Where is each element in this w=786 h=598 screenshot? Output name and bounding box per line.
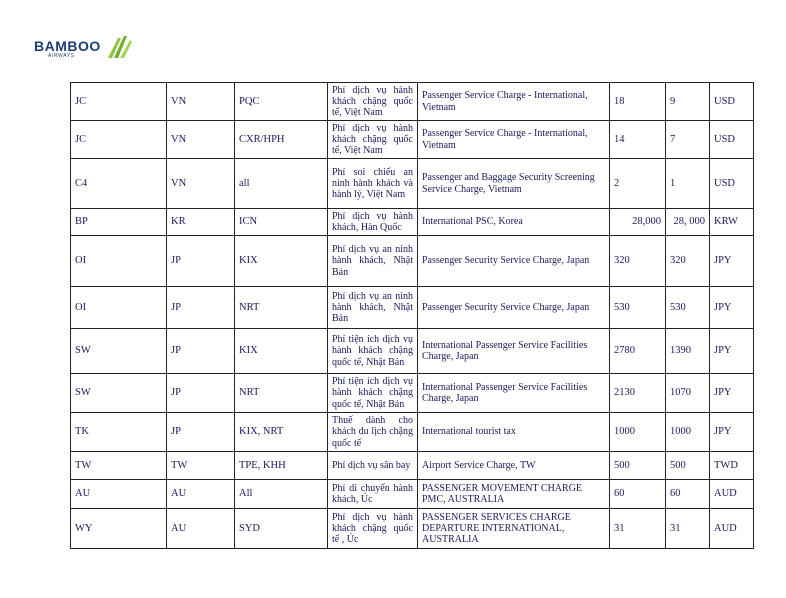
- adult-amount-cell: 2: [610, 159, 666, 209]
- airport-cell: KIX: [235, 236, 328, 287]
- fee-name-english-cell: PASSENGER MOVEMENT CHARGE PMC, AUSTRALIA: [418, 480, 610, 509]
- fee-name-english-cell: PASSENGER SERVICES CHARGE DEPARTURE INTERNATIONAL, AUSTRALIA: [418, 509, 610, 549]
- fee-name-vietnamese-cell: Thuế dành cho khách du lịch chặng quốc tế: [328, 413, 418, 452]
- airport-cell: NRT: [235, 287, 328, 329]
- fee-name-english-cell: Airport Service Charge, TW: [418, 452, 610, 480]
- airport-cell: ICN: [235, 209, 328, 236]
- child-amount-cell: 9: [666, 83, 710, 121]
- tax-fee-table-body: [71, 83, 754, 549]
- table-row: [71, 329, 754, 374]
- country-cell: JP: [167, 374, 235, 413]
- currency-cell: JPY: [710, 413, 754, 452]
- airport-cell: KIX: [235, 329, 328, 374]
- child-amount-cell: 1070: [666, 374, 710, 413]
- country-cell: AU: [167, 480, 235, 509]
- currency-cell: USD: [710, 159, 754, 209]
- child-amount-cell: 28, 000: [666, 209, 710, 236]
- tax-code-cell: JC: [71, 121, 167, 159]
- currency-cell: USD: [710, 121, 754, 159]
- fee-name-english-cell: Passenger Security Service Charge, Japan: [418, 236, 610, 287]
- currency-cell: JPY: [710, 329, 754, 374]
- tax-code-cell: TK: [71, 413, 167, 452]
- airport-cell: KIX, NRT: [235, 413, 328, 452]
- table-row: [71, 209, 754, 236]
- fee-name-vietnamese-cell: Phí soi chiếu an ninh hành khách và hành lý, Việt Nam: [328, 159, 418, 209]
- currency-cell: AUD: [710, 480, 754, 509]
- bamboo-airways-logo: [34, 34, 134, 62]
- tax-code-cell: BP: [71, 209, 167, 236]
- fee-name-english-cell: International tourist tax: [418, 413, 610, 452]
- fee-name-english-cell: International Passenger Service Facilities Charge, Japan: [418, 329, 610, 374]
- adult-amount-cell: 14: [610, 121, 666, 159]
- currency-cell: JPY: [710, 374, 754, 413]
- child-amount-cell: 1: [666, 159, 710, 209]
- tax-code-cell: SW: [71, 329, 167, 374]
- country-cell: JP: [167, 287, 235, 329]
- fee-name-vietnamese-cell: Phí dịch vụ sân bay: [328, 452, 418, 480]
- bamboo-leaf-icon: [106, 34, 134, 60]
- table-row: [71, 159, 754, 209]
- airport-cell: PQC: [235, 83, 328, 121]
- tax-code-cell: JC: [71, 83, 167, 121]
- currency-cell: JPY: [710, 236, 754, 287]
- fee-name-english-cell: International Passenger Service Facilities Charge, Japan: [418, 374, 610, 413]
- table-row: [71, 374, 754, 413]
- tax-code-cell: WY: [71, 509, 167, 549]
- tax-code-cell: OI: [71, 287, 167, 329]
- adult-amount-cell: 31: [610, 509, 666, 549]
- country-cell: JP: [167, 329, 235, 374]
- child-amount-cell: 320: [666, 236, 710, 287]
- fee-name-vietnamese-cell: Phí dịch vụ hành khách chặng quốc tế , Úc: [328, 509, 418, 549]
- fee-name-vietnamese-cell: Phí tiện ích dịch vụ hành khách chặng quốc tế, Nhật Bản: [328, 329, 418, 374]
- fee-name-vietnamese-cell: Phí tiện ích dịch vụ hành khách chặng quốc tế, Nhật Bản: [328, 374, 418, 413]
- country-cell: VN: [167, 159, 235, 209]
- table-row: [71, 287, 754, 329]
- table-row: [71, 509, 754, 549]
- fee-name-english-cell: Passenger and Baggage Security Screening Service Charge, Vietnam: [418, 159, 610, 209]
- table-row: [71, 480, 754, 509]
- fee-name-english-cell: Passenger Security Service Charge, Japan: [418, 287, 610, 329]
- tax-code-cell: TW: [71, 452, 167, 480]
- child-amount-cell: 60: [666, 480, 710, 509]
- currency-cell: KRW: [710, 209, 754, 236]
- adult-amount-cell: 28,000: [610, 209, 666, 236]
- child-amount-cell: 1390: [666, 329, 710, 374]
- fee-name-vietnamese-cell: Phí dịch vụ hành khách chặng quốc tế, Việt Nam: [328, 83, 418, 121]
- adult-amount-cell: 18: [610, 83, 666, 121]
- currency-cell: USD: [710, 83, 754, 121]
- fee-name-vietnamese-cell: Phí di chuyển hành khách, Úc: [328, 480, 418, 509]
- adult-amount-cell: 60: [610, 480, 666, 509]
- country-cell: JP: [167, 413, 235, 452]
- country-cell: AU: [167, 509, 235, 549]
- child-amount-cell: 530: [666, 287, 710, 329]
- child-amount-cell: 31: [666, 509, 710, 549]
- table-row: [71, 83, 754, 121]
- airport-cell: all: [235, 159, 328, 209]
- adult-amount-cell: 2130: [610, 374, 666, 413]
- airport-cell: SYD: [235, 509, 328, 549]
- table-row: [71, 236, 754, 287]
- adult-amount-cell: 530: [610, 287, 666, 329]
- country-cell: VN: [167, 83, 235, 121]
- table-row: [71, 121, 754, 159]
- currency-cell: JPY: [710, 287, 754, 329]
- adult-amount-cell: 320: [610, 236, 666, 287]
- tax-code-cell: AU: [71, 480, 167, 509]
- table-row: [71, 413, 754, 452]
- airport-cell: TPE, KHH: [235, 452, 328, 480]
- country-cell: JP: [167, 236, 235, 287]
- adult-amount-cell: 2780: [610, 329, 666, 374]
- adult-amount-cell: 1000: [610, 413, 666, 452]
- tax-code-cell: C4: [71, 159, 167, 209]
- currency-cell: TWD: [710, 452, 754, 480]
- logo-subtext: AIRWAYS: [48, 53, 75, 59]
- tax-code-cell: SW: [71, 374, 167, 413]
- fee-name-english-cell: International PSC, Korea: [418, 209, 610, 236]
- country-cell: KR: [167, 209, 235, 236]
- fee-name-vietnamese-cell: Phí dịch vụ an ninh hành khách, Nhật Bản: [328, 236, 418, 287]
- tax-fee-table: [70, 82, 754, 549]
- airport-cell: All: [235, 480, 328, 509]
- tax-code-cell: OI: [71, 236, 167, 287]
- fee-name-english-cell: Passenger Service Charge - International, Vietnam: [418, 83, 610, 121]
- airport-cell: CXR/HPH: [235, 121, 328, 159]
- airport-cell: NRT: [235, 374, 328, 413]
- country-cell: TW: [167, 452, 235, 480]
- country-cell: VN: [167, 121, 235, 159]
- logo-wordmark: BAMBOO: [34, 38, 101, 54]
- adult-amount-cell: 500: [610, 452, 666, 480]
- fee-name-english-cell: Passenger Service Charge - International, Vietnam: [418, 121, 610, 159]
- child-amount-cell: 500: [666, 452, 710, 480]
- child-amount-cell: 1000: [666, 413, 710, 452]
- currency-cell: AUD: [710, 509, 754, 549]
- fee-name-vietnamese-cell: Phí dịch vụ hành khách, Hàn Quốc: [328, 209, 418, 236]
- fee-name-vietnamese-cell: Phí dịch vụ hành khách chặng quốc tế, Việt Nam: [328, 121, 418, 159]
- table-row: [71, 452, 754, 480]
- fee-name-vietnamese-cell: Phí dịch vụ an ninh hành khách, Nhật Bản: [328, 287, 418, 329]
- child-amount-cell: 7: [666, 121, 710, 159]
